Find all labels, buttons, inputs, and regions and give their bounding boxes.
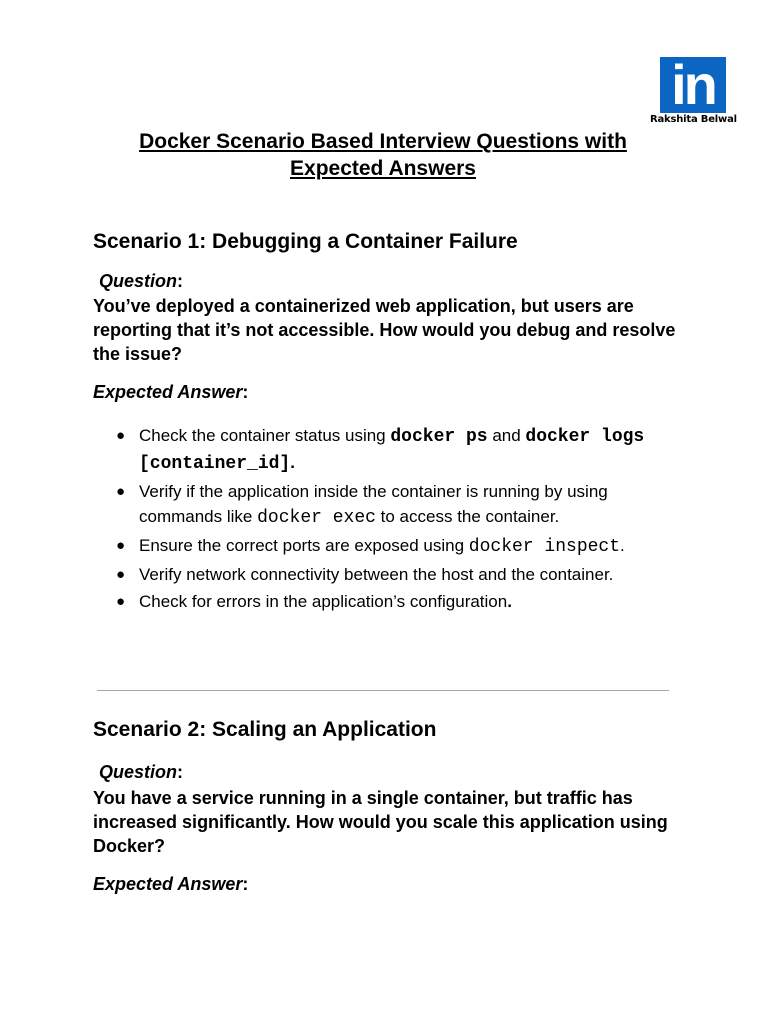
scenario-2-question-text: You have a service running in a single container, but traffic has increased significantly. How would you scale this application using Docker? [93,788,668,856]
answer-text: and [487,426,526,445]
title-line-2: Expected Answers [290,157,476,180]
scenario-1-heading: Scenario 1: Debugging a Container Failure [93,230,518,253]
document-title [100,128,666,182]
section-divider [97,690,669,691]
scenario-1-question-label [99,270,183,292]
question-label-colon: : [177,762,184,782]
bullet-icon: ● [116,537,126,554]
inline-code: docker logs [container_id] [139,427,645,474]
question-label-text: Question [99,271,178,291]
answer-text: Ensure the correct ports are exposed using [139,536,469,555]
scenario-1-question-text: You’ve deployed a containerized web application, but users are reporting that it’s not accessible. How would you debug and resolve the issue? [93,296,676,364]
bullet-icon: ● [116,483,126,500]
scenario-2-heading: Scenario 2: Scaling an Application [93,718,437,741]
answer-text: . [507,592,512,611]
answer-text: Verify network connectivity between the host and the container. [139,565,614,584]
list-item [93,423,693,477]
bullet-icon: ● [116,593,126,610]
inline-code: docker exec [257,508,376,528]
answer-text: Check for errors in the application’s configuration [139,592,508,611]
answer-label-text: Expected Answer [93,382,243,402]
linkedin-logo [650,53,737,127]
inline-code: docker ps [390,427,488,447]
scenario-1-answer-list [93,423,693,616]
answer-text: Verify if the application inside the container is running by using commands like [139,482,608,526]
list-item [93,479,693,531]
answer-label-text: Expected Answer [93,874,243,894]
bullet-icon: ● [116,566,126,583]
list-item [93,562,693,587]
inline-code: docker inspect [468,537,621,557]
question-label-colon: : [177,271,184,291]
bullet-icon: ● [116,427,126,444]
answer-text: . [620,536,625,555]
question-label-text: Question [99,762,178,782]
title-line-1: Docker Scenario Based Interview Questions with [139,130,627,153]
answer-label-colon: : [242,874,249,894]
list-item [93,589,693,614]
scenario-1-answer-label [93,381,248,403]
answer-text: to access the container. [375,507,560,526]
author-name: Rakshita Belwal [650,114,737,125]
answer-text: Check the container status using [139,426,391,445]
scenario-2-question-label [99,761,183,783]
answer-text: . [290,453,295,472]
list-item [93,533,693,560]
scenario-2-answer-label [93,873,248,895]
linkedin-icon: in [660,57,726,113]
answer-label-colon: : [242,382,249,402]
